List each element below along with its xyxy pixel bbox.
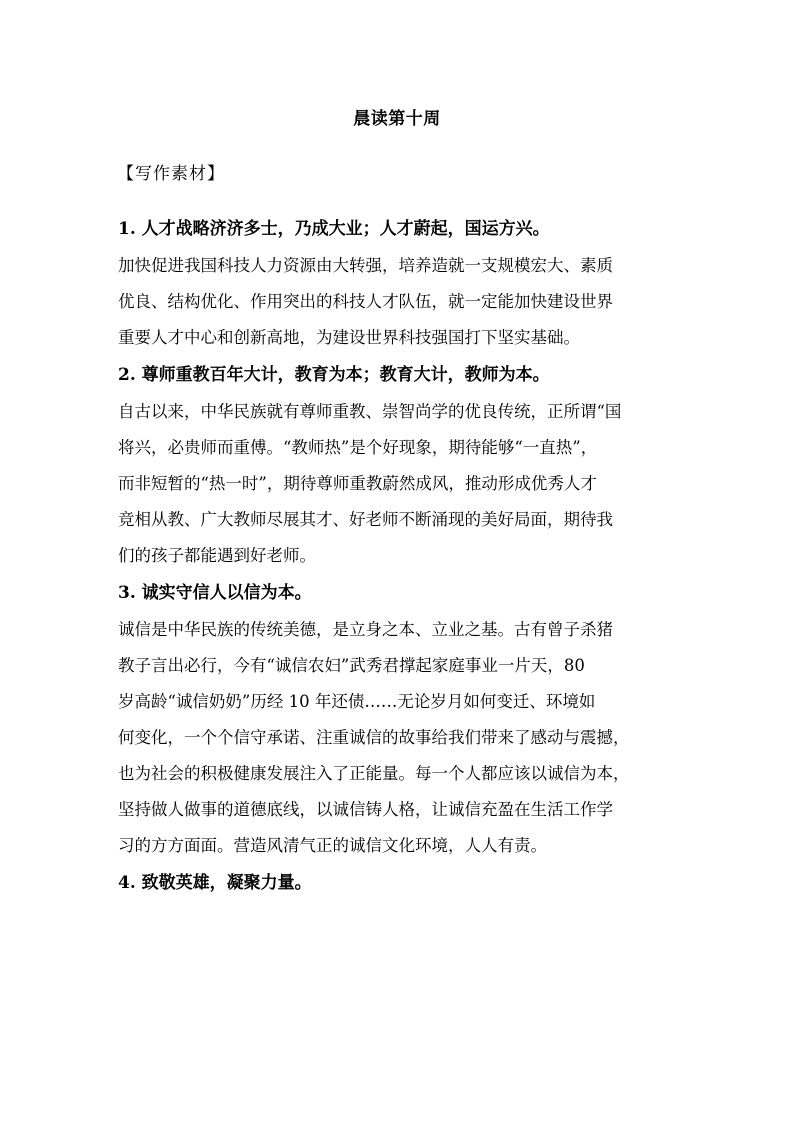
- item-heading: 3. 诚实守信人以信为本。: [118, 583, 312, 603]
- item-heading: 4. 致敬英雄，凝聚力量。: [118, 873, 312, 893]
- material-item: [118, 210, 680, 356]
- paragraph-line: 加快促进我国科技人力资源由大转强，培养造就一支规模宏大、素质: [118, 256, 613, 275]
- section-label: 【写作素材】: [117, 164, 225, 184]
- paragraph-line: 也为社会的积极健康发展注入了正能量。每一个人都应该以诚信为本，: [118, 764, 630, 783]
- content-body: [118, 210, 680, 902]
- paragraph-line: 岁高龄“诚信奶奶”历经 10 年还债……无论岁月如何变迁、环境如: [118, 692, 596, 711]
- paragraph-line: 自古以来，中华民族就有尊师重教、崇智尚学的优良传统，正所谓“国: [118, 402, 622, 421]
- paragraph-line: 竞相从教、广大教师尽展其才、好老师不断涌现的美好局面，期待我: [118, 510, 613, 529]
- paragraph-line: 们的孩子都能遇到好老师。: [118, 546, 316, 565]
- paragraph-line: 优良、结构优化、作用突出的科技人才队伍，就一定能加快建设世界: [118, 292, 613, 311]
- paragraph-line: 教子言出必行，今有“诚信农妇”武秀君撑起家庭事业一片天，80: [118, 656, 585, 675]
- paragraph-line: 坚持做人做事的道德底线，以诚信铸人格，让诚信充盈在生活工作学: [118, 800, 613, 819]
- material-item: [118, 574, 680, 864]
- item-heading: 2. 尊师重教百年大计，教育为本；教育大计，教师为本。: [118, 365, 550, 385]
- material-item: [118, 356, 680, 574]
- paragraph-line: 习的方方面面。营造风清气正的诚信文化环境，人人有责。: [118, 836, 547, 855]
- page-title: 晨读第十周: [353, 109, 441, 129]
- paragraph-line: 诚信是中华民族的传统美德，是立身之本、立业之基。古有曾子杀猪: [118, 620, 613, 639]
- item-heading: 1. 人才战略济济多士，乃成大业；人才蔚起，国运方兴。: [118, 219, 550, 239]
- paragraph-line: 将兴，必贵师而重傅。“教师热”是个好现象，期待能够“一直热”，: [118, 438, 598, 457]
- paragraph-line: 何变化，一个个信守承诺、注重诚信的故事给我们带来了感动与震撼，: [118, 728, 630, 747]
- material-item: [118, 864, 680, 902]
- paragraph-line: 而非短暂的“热一时”，期待尊师重教蔚然成风，推动形成优秀人才: [118, 474, 597, 493]
- paragraph-line: 重要人才中心和创新高地，为建设世界科技强国打下坚实基础。: [118, 328, 580, 347]
